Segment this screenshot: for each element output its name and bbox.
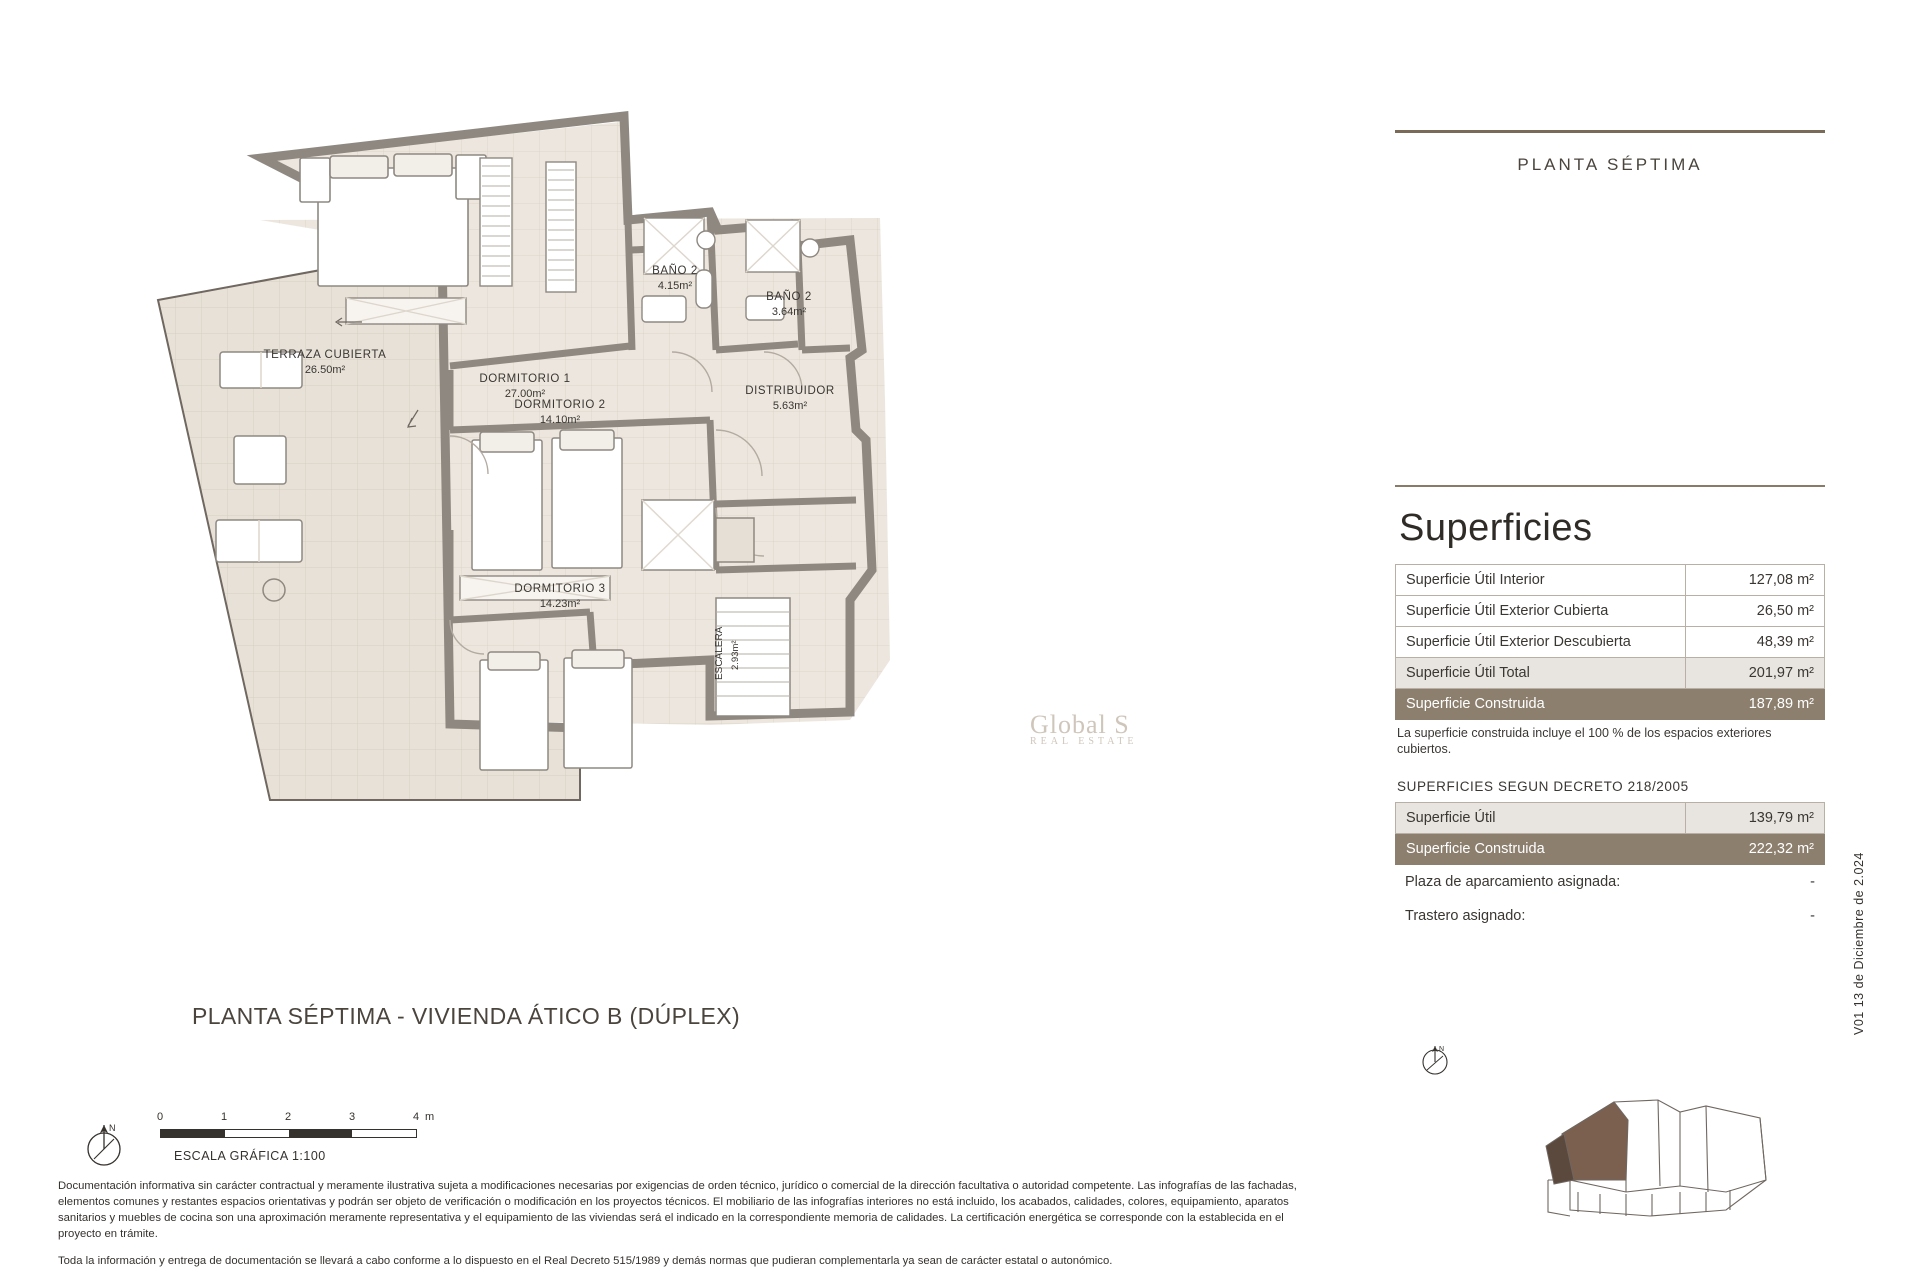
storage-label: Trastero asignado: [1405,908,1526,925]
row-value: 187,89 m² [1686,689,1825,720]
storage-value: - [1810,908,1815,925]
room-name: DORMITORIO 2 [514,399,606,411]
room-label-terraza-cubierta [230,348,420,377]
row-label: Superficie Útil Total [1396,658,1686,689]
room-area: 26.50m² [304,363,346,376]
table-row [1396,834,1825,865]
document-reference: V01 13 de Diciembre de 2.024 [1852,852,1866,1035]
table-row [1396,627,1825,658]
row-value: 26,50 m² [1686,596,1825,627]
decreto-table [1395,802,1825,865]
row-value: 139,79 m² [1686,803,1825,834]
row-value: 127,08 m² [1686,565,1825,596]
info-panel [1395,130,1825,193]
room-name: DISTRIBUIDOR [745,385,835,397]
scale-tick: 4 [412,1111,420,1123]
row-value: 48,39 m² [1686,627,1825,658]
room-label-dormitorio-2 [480,398,640,427]
room-area: 3.64m² [771,305,807,318]
scale-bar [160,1129,417,1138]
superficies-table [1395,564,1825,720]
room-label-bano-2a [630,264,720,293]
scale-tick: 3 [348,1111,356,1123]
floor-plan-drawing [150,100,1270,920]
room-label-dormitorio-1 [450,372,600,401]
svg-text:N: N [109,1123,116,1133]
key-plan-thumbnail [1530,1060,1820,1240]
svg-text:N: N [1439,1046,1445,1053]
room-area: 4.15m² [657,279,693,292]
room-name: BAÑO 2 [652,265,698,277]
storage-assignment [1395,899,1825,933]
scale-tick: 1 [220,1111,228,1123]
page-title: PLANTA SÉPTIMA - VIVIENDA ÁTICO B (DÚPLEX) [192,1003,741,1029]
room-name: DORMITORIO 1 [479,373,571,385]
scale-tick: 2 [284,1111,292,1123]
scale-tick: 0 [156,1111,164,1123]
row-value: 201,97 m² [1686,658,1825,689]
table-row-total [1396,658,1825,689]
row-label: Superficie Construida [1396,689,1686,720]
parking-value: - [1810,874,1815,891]
north-arrow-small-icon [1415,1040,1455,1080]
scale-label: ESCALA GRÁFICA 1:100 [174,1149,326,1163]
room-label-dormitorio-3 [480,582,640,611]
room-area: 14.23m² [539,597,581,610]
disclaimer-paragraph-2: Toda la información y entrega de documentación se llevará a cabo conforme a lo dispuesto en el Real Decreto 515/1989 y demás normas que pudieran complementarla ya sean de carácter estatal o autonómico. [58,1255,1113,1268]
room-area: 27.00m² [504,387,546,400]
room-name: TERRAZA CUBIERTA [263,349,387,361]
superficies-note: La superficie construida incluye el 100 % de los espacios exteriores cubiertos. [1397,726,1772,756]
table-row [1396,565,1825,596]
table-row [1396,596,1825,627]
table-row [1396,803,1825,834]
room-name: BAÑO 2 [766,291,812,303]
room-label-bano-2b [744,290,834,319]
row-label: Superficie Construida [1396,834,1686,865]
superficies-panel [1395,485,1825,933]
legal-disclaimer [58,1178,1328,1280]
parking-label: Plaza de aparcamiento asignada: [1405,874,1621,891]
row-label: Superficie Útil Interior [1396,565,1686,596]
disclaimer-paragraph-1: Documentación informativa sin carácter contractual y meramente ilustrativa sujeta a modificaciones necesarias por exigencias de orden técnico, jurídico o comercial de la dirección facultativa o autoridad competente. Las infografías de las fachadas, elementos comunes y restantes espacios orientativas y podrán ser objeto de verificación o modificación en los proyectos técnicos. El mobiliario de las infografías interiores no está incluido, los acabados, calidades, colores, equipamiento, aparatos sanitarios y muebles de cocina son una aproximación meramente representativa y el equipamiento de las viviendas será el indicado en la correspondiente memoria de calidades. La certificación energética se corresponde con la establecida en el proyecto en trámite. [58,1180,1297,1241]
room-area-escalera: 2.93m² [730,640,741,670]
graphic-scale [80,1093,500,1163]
floor-label: PLANTA SÉPTIMA [1517,155,1703,174]
room-area: 5.63m² [772,399,808,412]
scale-unit: m [425,1111,435,1123]
plan-svg [150,100,1270,920]
room-label-escalera: ESCALERA [714,626,725,680]
watermark: Global S REAL ESTATE [1030,710,1138,747]
room-area: 14.10m² [539,413,581,426]
room-label-distribuidor [720,384,860,413]
row-label: Superficie Útil [1396,803,1686,834]
row-label: Superficie Útil Exterior Cubierta [1396,596,1686,627]
parking-assignment [1395,865,1825,899]
decreto-heading: SUPERFICIES SEGUN DECRETO 218/2005 [1397,779,1689,795]
superficies-heading: Superficies [1399,507,1593,549]
row-label: Superficie Útil Exterior Descubierta [1396,627,1686,658]
room-name: DORMITORIO 3 [514,583,606,595]
row-value: 222,32 m² [1686,834,1825,865]
table-row-construida [1396,689,1825,720]
north-arrow-icon [80,1119,128,1167]
